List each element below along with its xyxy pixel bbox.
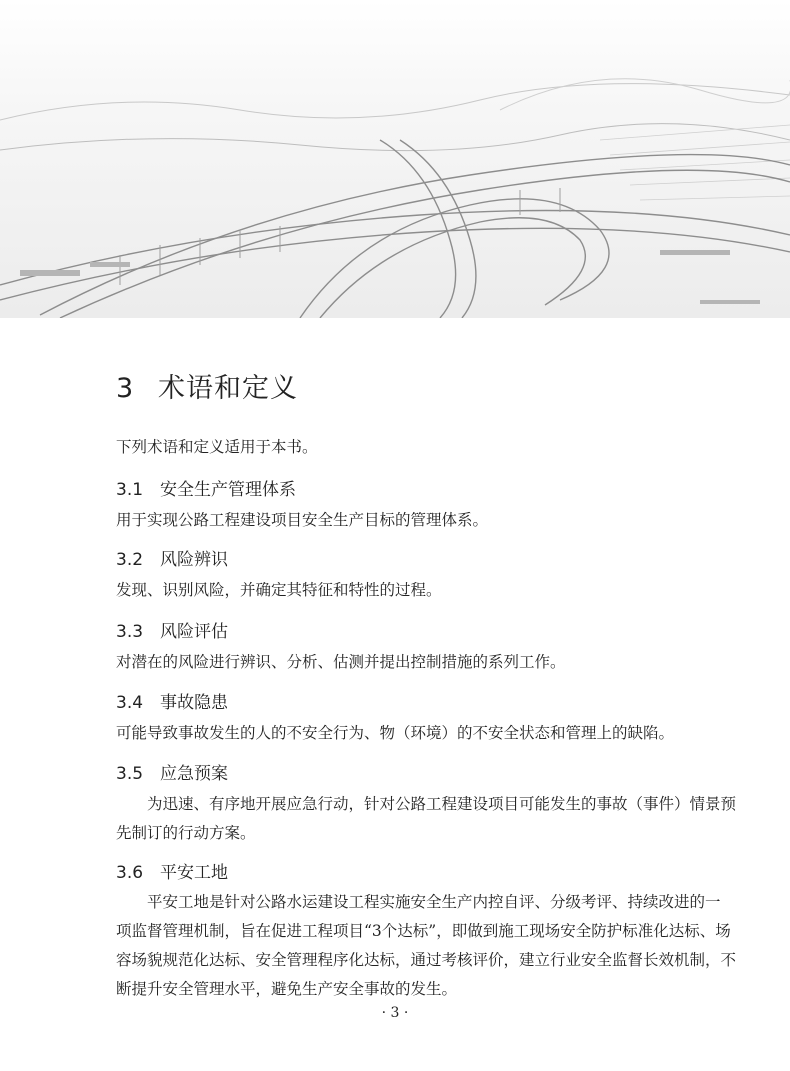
section-body-3-5 bbox=[116, 790, 737, 848]
section-heading-3-2 bbox=[116, 545, 228, 570]
section-heading-3-5 bbox=[116, 759, 228, 784]
section-body-3-6 bbox=[116, 888, 737, 1004]
section-heading-3-1 bbox=[116, 475, 296, 500]
section-number: 3.1 bbox=[116, 480, 144, 500]
section-heading-3-4 bbox=[116, 688, 228, 713]
section-number: 3.4 bbox=[116, 693, 144, 713]
chapter-heading bbox=[116, 366, 298, 405]
section-body-3-1: 用于实现公路工程建设项目安全生产目标的管理体系。 bbox=[116, 511, 489, 529]
paragraph-line: 项监督管理机制，旨在促进工程项目“3个达标”，即做到施工现场安全防护标准化达标、场 bbox=[116, 922, 731, 940]
paragraph-line: 为迅速、有序地开展应急行动，针对公路工程建设项目可能发生的事故（事件）情景预 bbox=[147, 795, 737, 813]
header-illustration bbox=[0, 0, 790, 318]
paragraph-line: 断提升安全管理水平，避免生产安全事故的发生。 bbox=[116, 980, 458, 998]
intro-text: 下列术语和定义适用于本书。 bbox=[116, 438, 318, 456]
section-number: 3.3 bbox=[116, 622, 144, 642]
section-title: 事故隐患 bbox=[160, 693, 228, 713]
section-title: 风险评估 bbox=[160, 622, 228, 642]
chapter-number: 3 bbox=[116, 373, 135, 404]
section-title: 应急预案 bbox=[160, 764, 228, 784]
section-heading-3-6 bbox=[116, 858, 228, 883]
section-number: 3.6 bbox=[116, 863, 144, 883]
section-title: 风险辨识 bbox=[160, 550, 228, 570]
section-body-3-3: 对潜在的风险进行辨识、分析、估测并提出控制措施的系列工作。 bbox=[116, 653, 566, 671]
chapter-title: 术语和定义 bbox=[158, 373, 298, 404]
highway-sketch-illustration bbox=[0, 0, 790, 318]
section-heading-3-3 bbox=[116, 617, 228, 642]
section-body-3-4: 可能导致事故发生的人的不安全行为、物（环境）的不安全状态和管理上的缺陷。 bbox=[116, 724, 675, 742]
section-title: 安全生产管理体系 bbox=[160, 480, 296, 500]
section-number: 3.5 bbox=[116, 764, 144, 784]
paragraph-line: 平安工地是针对公路水运建设工程实施安全生产内控自评、分级考评、持续改进的一 bbox=[147, 893, 721, 911]
paragraph-line: 先制订的行动方案。 bbox=[116, 824, 256, 842]
section-number: 3.2 bbox=[116, 550, 144, 570]
page-number: · 3 · bbox=[381, 1005, 409, 1021]
section-body-3-2: 发现、识别风险，并确定其特征和特性的过程。 bbox=[116, 581, 442, 599]
paragraph-line: 容场貌规范化达标、安全管理程序化达标，通过考核评价，建立行业安全监督长效机制，不 bbox=[116, 951, 737, 969]
section-title: 平安工地 bbox=[160, 863, 228, 883]
